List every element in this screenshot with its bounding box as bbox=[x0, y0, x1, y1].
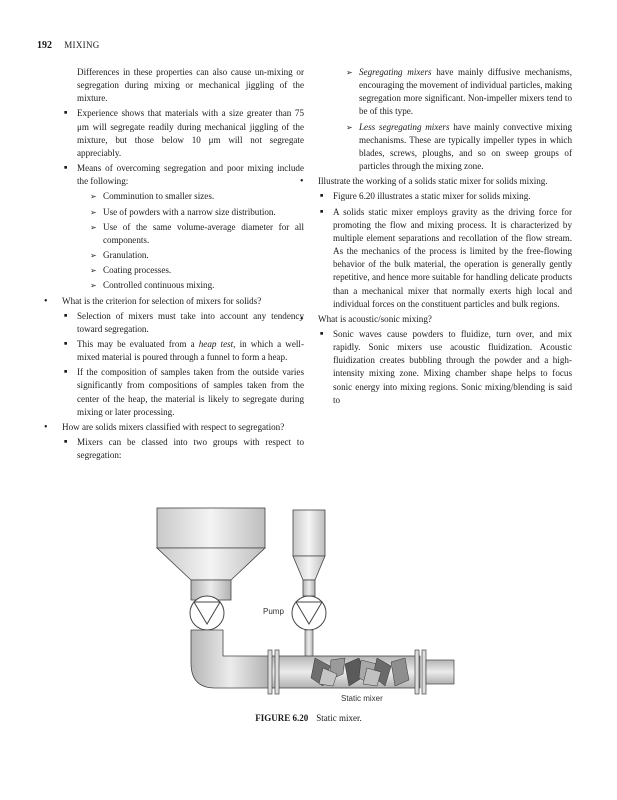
static-item: ■ A solids static mixer employs gravity as the driving force for promoting the flow and mixing process. It is characterized by multiple element separations and recollation of the flow stream. As the mechanics of the process is limited by the free-flowing behavior of the bulk material, the operation is generally gently repetitive, and hence more suitable for handling delicate products than a mechanical mixer that normally exerts high local and individual forces on the constituent particles and bulk regions. bbox=[318, 206, 572, 311]
page-number: 192 bbox=[37, 40, 52, 51]
means-item: ➢ Granulation. bbox=[90, 249, 304, 262]
class-item: ■ Mixers can be classed into two groups with respect to segregation: bbox=[62, 436, 304, 462]
caption-text: Static mixer. bbox=[316, 713, 362, 723]
less-segregating-item: ➢ Less segregating mixers have mainly convective mixing mechanisms. These are typically impeller types in which blades, screws, ploughs, and so on sweep groups of particles through the mixing zone. bbox=[346, 121, 572, 174]
question-classified: • How are solids mixers classified with respect to segregation? bbox=[44, 421, 304, 434]
hopper bbox=[157, 508, 265, 600]
sonic-item: ■ Sonic waves cause powders to fluidize, turn over, and mix rapidly. Sonic mixers use acoustic fluidization. Acoustic fluidization creates bubbling through the powder and a high-intensity mixing zone. Mixing chamber shape helps to focus sonic energy into mixing regions. Sonic mixing/blending is said to bbox=[318, 328, 572, 407]
static-mixer-label: Static mixer bbox=[341, 694, 383, 703]
left-column bbox=[62, 66, 304, 462]
segregating-term: Segregating mixers bbox=[359, 67, 432, 77]
selection-item-heap-test: ■ This may be evaluated from a heap test, in which a well-mixed material is poured through a funnel to form a heap. bbox=[62, 338, 304, 364]
means-item: ➢ Comminution to smaller sizes. bbox=[90, 190, 304, 203]
caption-label: FIGURE 6.20 bbox=[255, 713, 309, 723]
right-column bbox=[318, 66, 572, 407]
segregating-mixers-item: ➢ Segregating mixers have mainly diffusive mechanisms, encouraging the movement of individual particles, making segregation more significant. Non-impeller mixers tend to be of this type. bbox=[346, 66, 572, 119]
means-item: ➢ Use of the same volume-average diameter for all components. bbox=[90, 221, 304, 247]
running-head: MIXING bbox=[64, 40, 100, 50]
right-pump-icon bbox=[292, 596, 326, 630]
selection-item: ■ If the composition of samples taken from the outside varies significantly from compositions of samples taken from the center of the heap, the material is likely to segregate during mixing or later processing. bbox=[62, 366, 304, 419]
question-criterion: • What is the criterion for selection of mixers for solids? bbox=[44, 295, 304, 308]
page-header bbox=[37, 40, 100, 51]
question-sonic: • What is acoustic/sonic mixing? bbox=[300, 313, 572, 326]
figure-caption bbox=[0, 713, 617, 723]
static-mixer-figure bbox=[145, 498, 475, 708]
pump-label: Pump bbox=[263, 607, 284, 616]
feed-pipe bbox=[191, 630, 270, 688]
means-item: ➢ Coating processes. bbox=[90, 264, 304, 277]
means-item: ➢ Controlled continuous mixing. bbox=[90, 279, 304, 292]
injection-pipe bbox=[305, 630, 313, 658]
question-static-mixer: • Illustrate the working of a solids static mixer for solids mixing. bbox=[300, 175, 572, 188]
bullet-size-segregation: ■ Experience shows that materials with a size greater than 75 μm will segregate readily during mechanical jiggling of the mixture, but those below 10 μm will not segregate appreciably. bbox=[62, 107, 304, 160]
less-segregating-term: Less segregating mixers bbox=[359, 121, 450, 132]
bullet-means: ■ Means of overcoming segregation and poor mixing include the following: bbox=[62, 162, 304, 188]
intro-paragraph: Differences in these properties can also cause un-mixing or segregation during mixing or mechanical jiggling of the mixture. bbox=[77, 67, 304, 104]
left-pump-icon bbox=[190, 596, 224, 630]
selection-item: ■ Selection of mixers must take into account any tendency toward segregation. bbox=[62, 310, 304, 336]
static-item: ■ Figure 6.20 illustrates a static mixer for solids mixing. bbox=[318, 190, 572, 203]
small-container bbox=[293, 510, 325, 596]
heap-test-term: heap test bbox=[198, 338, 234, 349]
means-item: ➢ Use of powders with a narrow size distribution. bbox=[90, 206, 304, 219]
